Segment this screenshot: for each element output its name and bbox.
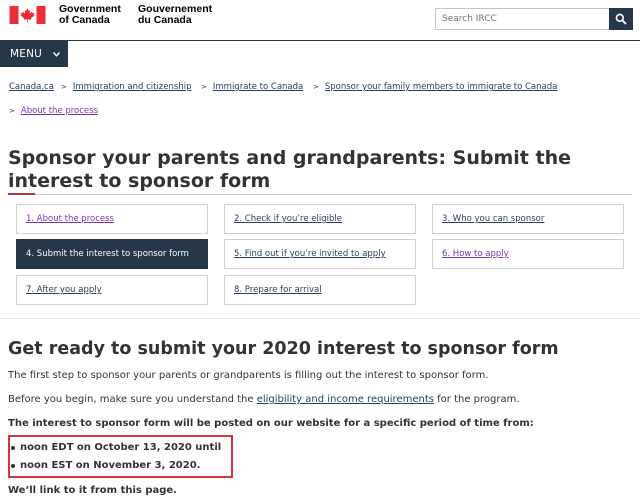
signature-english[interactable]: [59, 4, 121, 26]
site-header: [0, 0, 640, 40]
breadcrumb-item-canada: [9, 82, 54, 93]
search-button[interactable]: [609, 8, 633, 30]
breadcrumb-link-immigrate[interactable]: Immigrate to Canada: [212, 82, 304, 92]
step-4-submit-form[interactable]: [16, 239, 208, 269]
eligibility-text-after: for the program.: [433, 394, 520, 405]
step-label: 8. Prepare for arrival: [234, 285, 322, 295]
step-label: 2. Check if you’re eligible: [234, 214, 342, 224]
menu-label: MENU: [10, 48, 43, 60]
step-8-prepare-for-arrival[interactable]: [224, 275, 416, 305]
breadcrumb-link-immigration[interactable]: Immigration and citizenship: [72, 82, 192, 92]
date-bullet-start: noon EDT on October 13, 2020 until: [20, 442, 222, 453]
breadcrumb-separator-icon: >: [313, 83, 319, 91]
breadcrumb-link-sponsor-family[interactable]: Sponsor your family members to immigrate to Canada: [324, 82, 558, 92]
menu-button[interactable]: [0, 41, 68, 67]
breadcrumb-item-sponsor-family: [313, 82, 557, 93]
page-title: Sponsor your parents and grandparents: Submit the interest to sponsor form: [8, 147, 571, 192]
section-divider: [0, 318, 640, 319]
eligibility-income-link[interactable]: eligibility and income requirements: [256, 394, 434, 405]
header-divider: [0, 40, 640, 41]
breadcrumb-item-immigration: [61, 82, 191, 93]
signature-en-line1: Government: [59, 3, 121, 15]
breadcrumb-separator-icon: >: [61, 83, 67, 91]
date-bullet-end: noon EST on November 3, 2020.: [20, 460, 201, 471]
signature-french[interactable]: [138, 4, 212, 26]
step-label: 5. Find out if you’re invited to apply: [234, 249, 386, 259]
period-intro: The interest to sponsor form will be posted on our website for a specific period of time from:: [8, 418, 534, 429]
breadcrumb-item-immigrate: [201, 82, 303, 93]
step-label: 3. Who you can sponsor: [442, 214, 545, 224]
chevron-down-icon: [53, 52, 60, 57]
signature-fr-line1: Gouvernement: [138, 3, 213, 15]
step-label: 4. Submit the interest to sponsor form: [26, 249, 189, 259]
step-label: 7. After you apply: [26, 285, 102, 295]
breadcrumb-link-canada[interactable]: Canada.ca: [9, 82, 54, 92]
step-6-how-to-apply[interactable]: [432, 239, 624, 269]
canada-flag-icon[interactable]: [9, 6, 46, 24]
signature-en-line2: of Canada: [59, 14, 110, 26]
step-7-after-you-apply[interactable]: [16, 275, 208, 305]
title-rule: [35, 194, 632, 195]
search-icon: [615, 13, 627, 25]
intro-paragraph: The first step to sponsor your parents or grandparents is filling out the interest to sponsor form.: [8, 370, 489, 381]
closing-note: We’ll link to it from this page.: [8, 485, 177, 496]
step-3-who-you-can-sponsor[interactable]: [432, 204, 624, 234]
step-label: 6. How to apply: [442, 249, 509, 259]
breadcrumb-link-about-process[interactable]: About the process: [20, 106, 99, 116]
breadcrumb-item-about-process: [9, 106, 98, 117]
eligibility-text-before: Before you begin, make sure you understand the: [8, 394, 257, 405]
eligibility-paragraph: [8, 393, 520, 407]
step-label: 1. About the process: [26, 214, 114, 224]
breadcrumb-separator-icon: >: [9, 107, 15, 115]
step-1-about-process[interactable]: [16, 204, 208, 234]
step-2-check-eligible[interactable]: [224, 204, 416, 234]
step-5-find-out-invited[interactable]: [224, 239, 416, 269]
section-heading: Get ready to submit your 2020 interest to sponsor form: [8, 339, 559, 359]
breadcrumb-separator-icon: >: [201, 83, 207, 91]
search-input[interactable]: [435, 8, 609, 30]
title-accent-rule: [8, 193, 35, 195]
signature-fr-line2: du Canada: [138, 14, 192, 26]
